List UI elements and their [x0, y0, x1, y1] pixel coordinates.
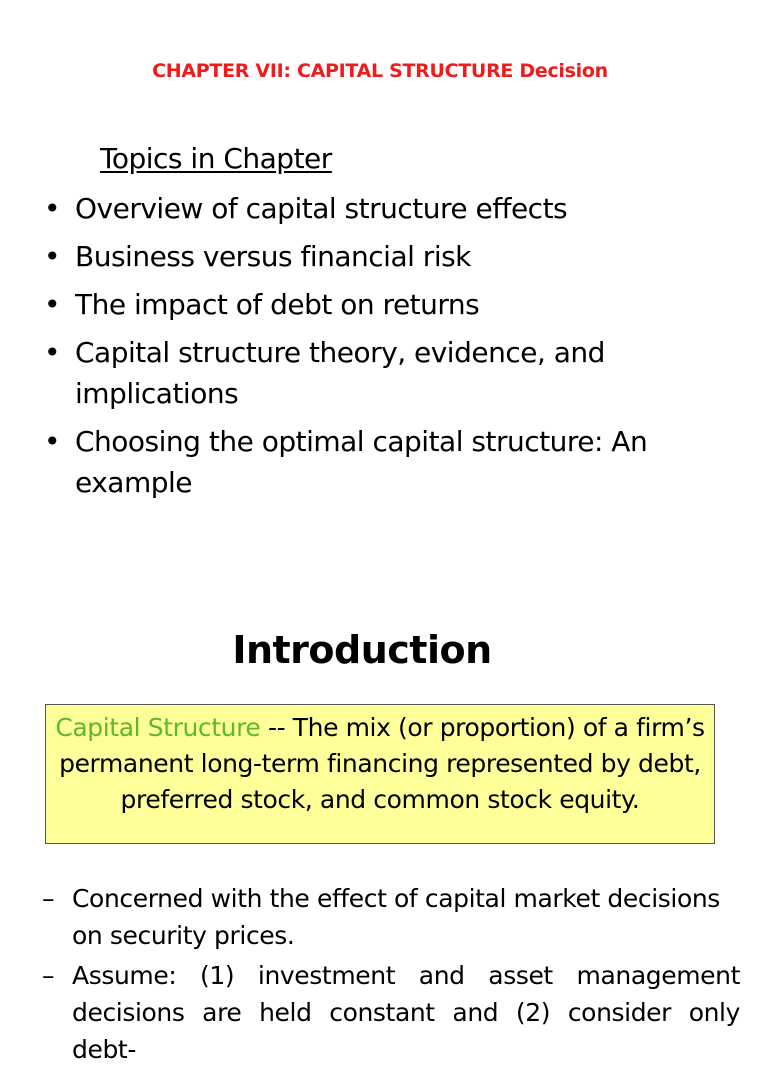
chapter-title: CHAPTER VII: CAPITAL STRUCTURE Decision — [152, 60, 608, 82]
bullet-icon: • — [44, 192, 61, 225]
definition-box — [45, 704, 715, 844]
topic-item — [0, 421, 740, 503]
topic-text: Choosing the optimal capital structure: An example — [75, 425, 648, 499]
topic-list — [0, 188, 740, 510]
point-text: Assume: (1) investment and asset management decisions are held constant and (2) consider only debt- — [72, 961, 740, 1064]
bullet-icon: • — [44, 240, 61, 273]
topic-text: Business versus financial risk — [75, 240, 471, 273]
dash-icon: – — [42, 961, 55, 990]
topic-item — [0, 188, 740, 229]
list-item — [0, 880, 740, 954]
topic-item — [0, 332, 740, 414]
bullet-icon: • — [44, 336, 61, 369]
intro-points — [0, 880, 740, 1071]
topic-text: The impact of debt on returns — [75, 288, 480, 321]
topic-text: Overview of capital structure effects — [75, 192, 568, 225]
definition-term: Capital Structure — [55, 713, 261, 742]
intro-heading: Introduction — [232, 628, 492, 672]
topic-text: Capital structure theory, evidence, and implications — [75, 336, 605, 410]
dash-icon: – — [42, 884, 55, 913]
list-item — [0, 957, 740, 1068]
topics-heading: Topics in Chapter — [100, 142, 332, 175]
bullet-icon: • — [44, 288, 61, 321]
point-text: Concerned with the effect of capital market decisions on security prices. — [72, 884, 720, 950]
topic-item — [0, 236, 740, 277]
definition-text: -- The mix (or proportion) of a firm’s permanent long-term financing represented by debt, preferred stock, and common stock equity. — [59, 713, 705, 814]
topic-item — [0, 284, 740, 325]
bullet-icon: • — [44, 425, 61, 458]
